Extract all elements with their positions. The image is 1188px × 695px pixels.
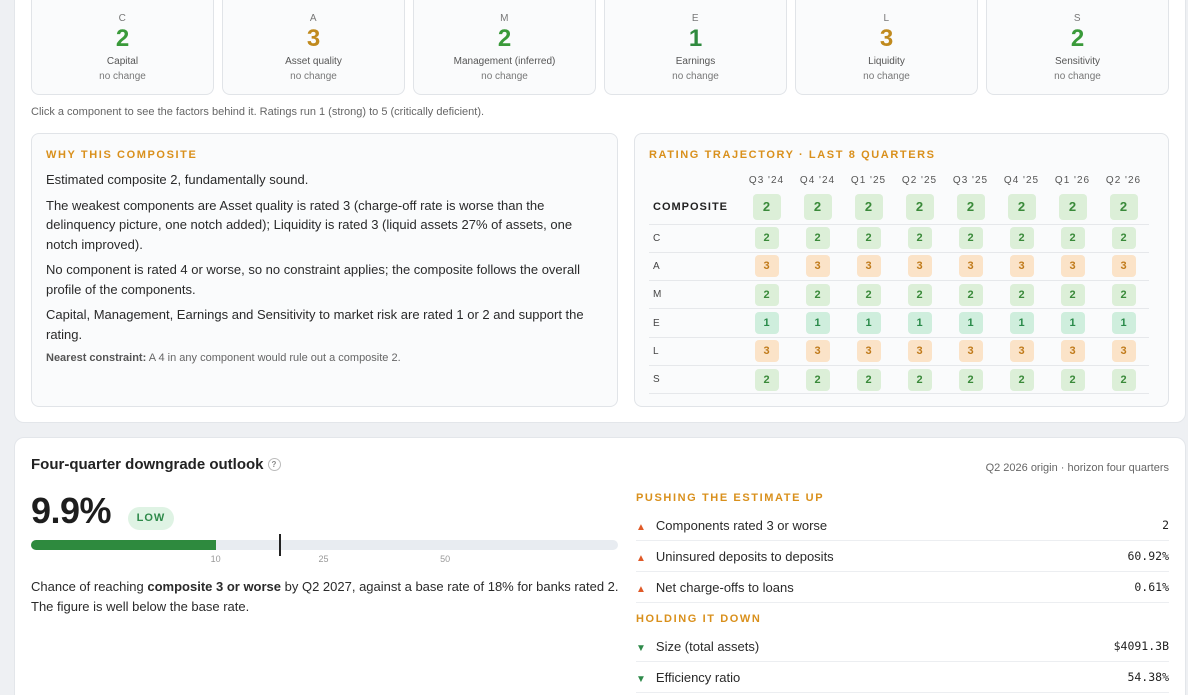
trajectory-panel xyxy=(634,133,1169,407)
rating-chip: 2 xyxy=(857,369,881,391)
ratings-hint: Click a component to see the factors behind it. Ratings run 1 (strong) to 5 (critically deficient). xyxy=(31,106,485,118)
trajectory-row xyxy=(649,365,1149,393)
rating-chip: 3 xyxy=(1010,255,1034,277)
rating-chip: 3 xyxy=(959,255,983,277)
trajectory-cell xyxy=(741,365,792,393)
trajectory-cell xyxy=(1098,365,1149,393)
rating-chip: 2 xyxy=(908,284,932,306)
component-name: Sensitivity xyxy=(1054,56,1100,67)
quarter-header: Q1 '26 xyxy=(1054,174,1091,186)
rating-chip: 2 xyxy=(957,194,985,220)
trajectory-cell xyxy=(996,252,1047,280)
rating-chip: 2 xyxy=(857,227,881,249)
trajectory-row xyxy=(649,281,1149,309)
trajectory-row-label: M xyxy=(649,281,741,309)
component-tile-capital[interactable] xyxy=(31,0,214,95)
trajectory-cell xyxy=(945,281,996,309)
rating-chip: 2 xyxy=(908,227,932,249)
component-letter: M xyxy=(500,13,509,24)
trajectory-cell xyxy=(792,224,843,252)
chance-bold: composite 3 or worse xyxy=(147,579,282,594)
rating-chip: 3 xyxy=(857,255,881,277)
trajectory-row xyxy=(649,337,1149,365)
factor-row-up xyxy=(636,510,1169,541)
trajectory-cell xyxy=(843,337,894,365)
triangle-down-icon: ▼ xyxy=(636,642,646,654)
rating-chip: 2 xyxy=(1112,369,1136,391)
component-change: no change xyxy=(672,71,719,82)
triangle-down-icon: ▼ xyxy=(636,673,646,685)
trajectory-cell xyxy=(741,281,792,309)
trajectory-cell xyxy=(792,281,843,309)
triangle-up-icon: ▲ xyxy=(636,521,646,533)
trajectory-cell xyxy=(894,309,945,337)
rating-chip: 2 xyxy=(1010,227,1034,249)
rating-chip: 2 xyxy=(755,227,779,249)
factor-value: $4091.3B xyxy=(1113,639,1169,653)
component-tile-asset-quality[interactable] xyxy=(222,0,405,95)
why-weakest: The weakest components are Asset quality is rated 3 (charge-off rate is worse than the delinquency picture, one notch added); Liquidity is rated 3 (liquid assets 27% of assets, one notch improved). xyxy=(46,197,573,252)
outlook-title xyxy=(31,456,281,473)
trajectory-cell xyxy=(1098,309,1149,337)
rating-chip: 1 xyxy=(1010,312,1034,334)
rating-chip: 2 xyxy=(1061,369,1085,391)
trajectory-cell xyxy=(945,252,996,280)
triangle-up-icon: ▲ xyxy=(636,552,646,564)
rating-chip: 3 xyxy=(755,340,779,362)
rating-chip: 2 xyxy=(1112,284,1136,306)
rating-chip: 2 xyxy=(959,284,983,306)
trajectory-cell xyxy=(996,224,1047,252)
trajectory-cell xyxy=(1047,337,1098,365)
component-name: Liquidity xyxy=(868,56,905,67)
quarter-header: Q3 '24 xyxy=(748,174,785,186)
quarter-header: Q2 '26 xyxy=(1105,174,1142,186)
component-change: no change xyxy=(99,71,146,82)
trajectory-cell xyxy=(996,337,1047,365)
rating-chip: 2 xyxy=(755,284,779,306)
factors-panel xyxy=(636,492,1169,693)
factor-value: 0.61% xyxy=(1134,580,1169,594)
trajectory-cell xyxy=(1047,224,1098,252)
rating-chip: 3 xyxy=(908,255,932,277)
trajectory-cell xyxy=(894,224,945,252)
component-letter: S xyxy=(1073,13,1082,24)
trajectory-cell xyxy=(945,190,996,224)
rating-chip: 2 xyxy=(906,194,934,220)
component-tiles xyxy=(31,0,1169,96)
factor-value: 2 xyxy=(1162,518,1169,532)
component-name: Capital xyxy=(106,56,139,67)
trajectory-row-label: A xyxy=(649,252,741,280)
rating-chip: 2 xyxy=(1010,369,1034,391)
rating-chip: 2 xyxy=(804,194,832,220)
rating-chip: 2 xyxy=(1008,194,1036,220)
component-letter: C xyxy=(118,13,127,24)
trajectory-cell xyxy=(894,337,945,365)
base-rate-marker xyxy=(279,534,281,556)
factor-row-down xyxy=(636,631,1169,662)
trajectory-cell xyxy=(792,337,843,365)
why-panel xyxy=(31,133,618,407)
trajectory-cell xyxy=(894,281,945,309)
rating-chip: 2 xyxy=(755,369,779,391)
probability-bar xyxy=(31,540,618,550)
row-header-spacer xyxy=(649,170,741,190)
factor-value: 60.92% xyxy=(1127,549,1169,563)
trajectory-cell xyxy=(945,309,996,337)
holding-label: HOLDING IT DOWN xyxy=(636,613,762,625)
trajectory-row-label: COMPOSITE xyxy=(649,190,741,224)
rating-chip: 3 xyxy=(755,255,779,277)
trajectory-cell xyxy=(741,252,792,280)
trajectory-cell xyxy=(945,337,996,365)
component-tile-liquidity[interactable] xyxy=(795,0,978,95)
component-rating: 3 xyxy=(879,25,894,52)
trajectory-row xyxy=(649,252,1149,280)
component-rating: 3 xyxy=(306,25,321,52)
pushing-label: PUSHING THE ESTIMATE UP xyxy=(636,492,825,504)
trajectory-cell xyxy=(741,337,792,365)
nearest-constraint-label: Nearest constraint: xyxy=(46,352,147,364)
rating-chip: 2 xyxy=(1110,194,1138,220)
rating-chip: 2 xyxy=(806,227,830,249)
rating-chip: 2 xyxy=(1059,194,1087,220)
rating-chip: 2 xyxy=(1061,284,1085,306)
trajectory-cell xyxy=(741,190,792,224)
trajectory-cell xyxy=(1098,224,1149,252)
rating-chip: 2 xyxy=(806,369,830,391)
bar-tick-50: 50 xyxy=(440,554,451,564)
component-letter: E xyxy=(691,13,700,24)
probability-bar-fill xyxy=(31,540,216,550)
trajectory-row xyxy=(649,309,1149,337)
chance-text xyxy=(31,577,621,617)
why-summary: Estimated composite 2, fundamentally sound. xyxy=(46,172,309,187)
component-tile-sensitivity[interactable] xyxy=(986,0,1169,95)
nearest-constraint xyxy=(46,350,603,366)
trajectory-cell xyxy=(1047,309,1098,337)
trajectory-cell xyxy=(996,365,1047,393)
trajectory-row-label: S xyxy=(649,365,741,393)
quarter-header: Q1 '25 xyxy=(850,174,887,186)
trajectory-cell xyxy=(996,309,1047,337)
trajectory-cell xyxy=(945,365,996,393)
triangle-up-icon: ▲ xyxy=(636,583,646,595)
rating-chip: 2 xyxy=(753,194,781,220)
trajectory-cell xyxy=(945,224,996,252)
component-change: no change xyxy=(481,71,528,82)
factor-name: Uninsured deposits to deposits xyxy=(655,548,834,564)
trajectory-cell xyxy=(1047,252,1098,280)
trajectory-cell xyxy=(843,365,894,393)
quarter-header: Q4 '24 xyxy=(799,174,836,186)
factor-row-down xyxy=(636,662,1169,693)
chance-pre: Chance of reaching xyxy=(31,579,148,594)
component-name: Earnings xyxy=(675,56,716,67)
why-constraint: No component is rated 4 or worse, so no constraint applies; the composite follows the overall profile of the components. xyxy=(46,262,580,297)
why-support: Capital, Management, Earnings and Sensitivity to market risk are rated 1 or 2 and support the rating. xyxy=(46,307,584,342)
factor-row-up xyxy=(636,572,1169,603)
trajectory-cell xyxy=(1098,190,1149,224)
component-rating: 2 xyxy=(115,25,130,52)
component-name: Asset quality xyxy=(285,56,342,67)
trajectory-cell xyxy=(741,309,792,337)
rating-chip: 2 xyxy=(959,369,983,391)
rating-chip: 3 xyxy=(1010,340,1034,362)
trajectory-cell xyxy=(894,252,945,280)
nearest-constraint-text: A 4 in any component would rule out a composite 2. xyxy=(146,352,401,364)
rating-chip: 1 xyxy=(806,312,830,334)
quarter-header: Q4 '25 xyxy=(1003,174,1040,186)
trajectory-cell xyxy=(792,365,843,393)
rating-chip: 1 xyxy=(1061,312,1085,334)
rating-chip: 3 xyxy=(1061,340,1085,362)
trajectory-cell xyxy=(1098,252,1149,280)
rating-chip: 3 xyxy=(857,340,881,362)
rating-chip: 2 xyxy=(855,194,883,220)
trajectory-row-label: L xyxy=(649,337,741,365)
component-rating: 2 xyxy=(1070,25,1085,52)
rating-chip: 2 xyxy=(806,284,830,306)
trajectory-cell xyxy=(792,252,843,280)
trajectory-cell xyxy=(894,190,945,224)
trajectory-cell xyxy=(792,190,843,224)
trajectory-cell xyxy=(843,190,894,224)
factor-name: Size (total assets) xyxy=(655,638,760,654)
component-rating: 1 xyxy=(688,25,703,52)
trajectory-row xyxy=(649,190,1149,224)
factor-value: 54.38% xyxy=(1127,670,1169,684)
rating-chip: 3 xyxy=(806,255,830,277)
rating-chip: 1 xyxy=(857,312,881,334)
rating-chip: 1 xyxy=(908,312,932,334)
outlook-origin: Q2 2026 origin · horizon four quarters xyxy=(985,462,1169,474)
factor-name: Efficiency ratio xyxy=(655,669,741,685)
quarter-header: Q2 '25 xyxy=(901,174,938,186)
bar-tick-25: 25 xyxy=(318,554,329,564)
component-tile-management[interactable] xyxy=(413,0,596,95)
trajectory-row-label: E xyxy=(649,309,741,337)
risk-badge: LOW xyxy=(128,507,174,530)
trajectory-cell xyxy=(843,224,894,252)
trajectory-cell xyxy=(792,309,843,337)
trajectory-cell xyxy=(843,309,894,337)
rating-chip: 3 xyxy=(908,340,932,362)
rating-chip: 2 xyxy=(857,284,881,306)
component-change: no change xyxy=(1054,71,1101,82)
trajectory-cell xyxy=(996,190,1047,224)
why-label: WHY THIS COMPOSITE xyxy=(46,149,198,161)
rating-chip: 2 xyxy=(1112,227,1136,249)
component-change: no change xyxy=(290,71,337,82)
bar-tick-10: 10 xyxy=(210,554,221,564)
trajectory-cell xyxy=(1047,190,1098,224)
rating-chip: 2 xyxy=(959,227,983,249)
trajectory-row-label: C xyxy=(649,224,741,252)
trajectory-cell xyxy=(843,252,894,280)
rating-chip: 2 xyxy=(1010,284,1034,306)
trajectory-cell xyxy=(1047,365,1098,393)
rating-chip: 1 xyxy=(1112,312,1136,334)
rating-chip: 3 xyxy=(1061,255,1085,277)
component-letter: L xyxy=(883,13,890,24)
trajectory-row xyxy=(649,224,1149,252)
chance-post: by Q2 2027, against a base rate of 18% for banks rated 2. The figure is well below the base rate. xyxy=(31,579,619,614)
factor-name: Components rated 3 or worse xyxy=(655,517,828,533)
quarter-header: Q3 '25 xyxy=(952,174,989,186)
trajectory-cell xyxy=(843,281,894,309)
trajectory-cell xyxy=(741,224,792,252)
trajectory-cell xyxy=(1047,281,1098,309)
component-change: no change xyxy=(863,71,910,82)
rating-chip: 2 xyxy=(1061,227,1085,249)
factor-name: Net charge-offs to loans xyxy=(655,579,794,595)
help-icon[interactable]: ? xyxy=(268,458,281,471)
trajectory-cell xyxy=(1098,281,1149,309)
downgrade-probability: 9.9% xyxy=(31,490,112,531)
rating-chip: 3 xyxy=(806,340,830,362)
trajectory-label: RATING TRAJECTORY · LAST 8 QUARTERS xyxy=(649,149,936,161)
rating-chip: 2 xyxy=(908,369,932,391)
trajectory-cell xyxy=(1098,337,1149,365)
trajectory-cell xyxy=(894,365,945,393)
component-letter: A xyxy=(309,13,318,24)
rating-chip: 3 xyxy=(959,340,983,362)
trajectory-cell xyxy=(996,281,1047,309)
trajectory-table xyxy=(649,170,1149,394)
rating-chip: 1 xyxy=(959,312,983,334)
factor-row-up xyxy=(636,541,1169,572)
component-name: Management (inferred) xyxy=(453,56,556,67)
component-rating: 2 xyxy=(497,25,512,52)
rating-chip: 3 xyxy=(1112,255,1136,277)
rating-chip: 3 xyxy=(1112,340,1136,362)
outlook-title-text: Four-quarter downgrade outlook xyxy=(31,456,264,473)
rating-chip: 1 xyxy=(755,312,779,334)
component-tile-earnings[interactable] xyxy=(604,0,787,95)
